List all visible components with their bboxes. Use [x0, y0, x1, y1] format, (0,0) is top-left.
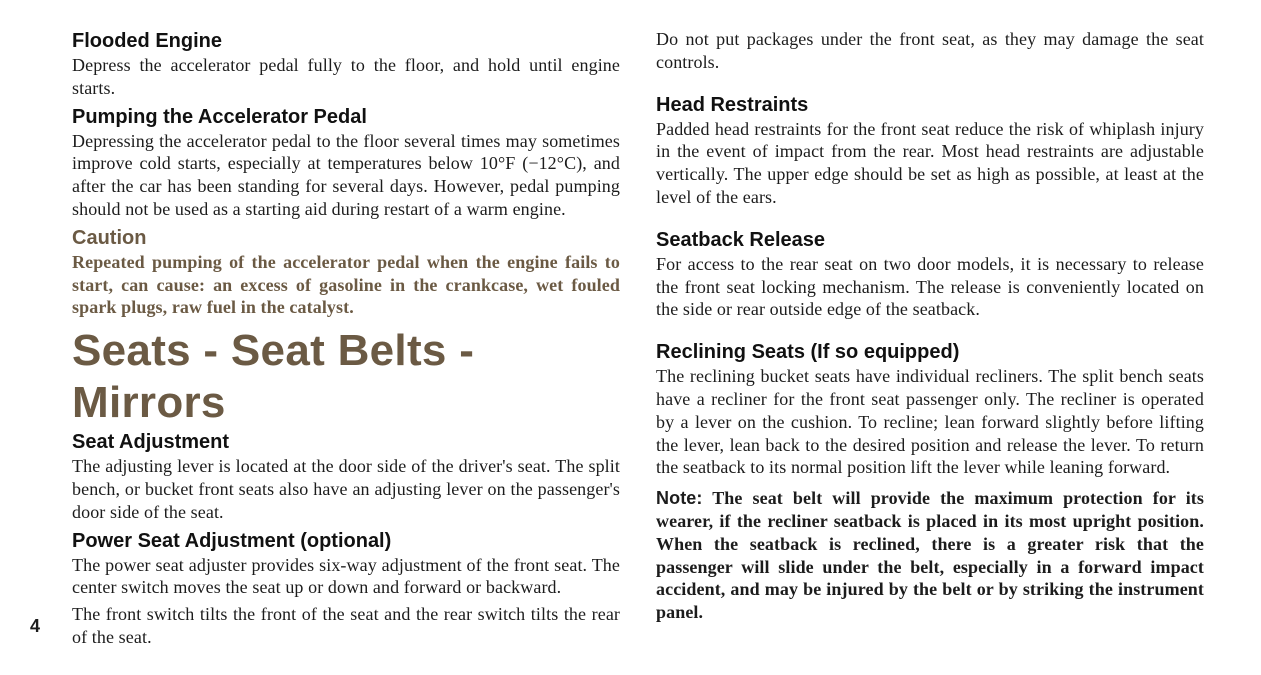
note-block [656, 487, 1204, 624]
note-text: The seat belt will provide the maximum protection for its wearer, if the recliner seatback is placed in its most upright position. When the seatback is reclined, there is a greater risk that the passenger will slide under the belt, especially in a forward impact accident, and may be injured by the belt or by striking the instrument panel. [656, 488, 1204, 623]
note-label: Note: [656, 488, 703, 509]
caution-text: Repeated pumping of the accelerator pedal when the engine fails to start, can cause: an excess of gasoline in the crankcase, wet fouled spark plugs, raw fuel in the catalyst. [72, 251, 620, 318]
pumping-heading: Pumping the Accelerator Pedal [72, 105, 367, 128]
seatback-release-text: For access to the rear seat on two door models, it is necessary to release the front seat locking mechanism. The release is conveniently located on the side or rear outside edge of the seatback. [656, 253, 1204, 320]
reclining-seats-text: The reclining bucket seats have individual recliners. The split bench seats have a recliner for the front seat passenger only. The recliner is operated by a lever on the cushion. To recline; lean forward slightly before lifting the lever, lean back to the desired position and release the lever. To return the seatback to its normal position lift the lever while leaning forward. [656, 366, 1204, 478]
power-seat-heading: Power Seat Adjustment (optional) [72, 529, 392, 552]
right-column [656, 28, 1204, 624]
head-restraints-heading: Head Restraints [656, 93, 809, 116]
head-restraints-text: Padded head restraints for the front seat reduce the risk of whiplash injury in the event of impact from the rear. Most head restraints are adjustable vertically. The upper edge should be set as high as possible, at least at the level of the ears. [656, 118, 1204, 207]
power-seat-text-2: The front switch tilts the front of the seat and the rear switch tilts the rear of the seat. [72, 604, 620, 647]
intro-text: Do not put packages under the front seat, as they may damage the seat controls. [656, 29, 1204, 72]
left-column [72, 28, 620, 649]
seatback-release-heading: Seatback Release [656, 228, 826, 251]
power-seat-text: The power seat adjuster provides six-way adjustment of the front seat. The center switch moves the seat up or down and forward or backward. [72, 554, 620, 598]
section-title: Seats - Seat Belts - Mirrors [72, 326, 475, 428]
reclining-seats-heading: Reclining Seats (If so equipped) [656, 341, 960, 364]
caution-heading: Caution [72, 226, 147, 249]
flooded-engine-heading: Flooded Engine [72, 30, 222, 52]
page-number: 4 [30, 616, 41, 636]
seat-adjustment-heading: Seat Adjustment [72, 431, 230, 454]
flooded-engine-text: Depress the accelerator pedal fully to the floor, and hold until engine starts. [72, 55, 620, 98]
seat-adjustment-text: The adjusting lever is located at the door side of the driver's seat. The split bench, or bucket front seats also have an adjusting lever on the passenger's door side of the seat. [72, 456, 620, 522]
pumping-text: Depressing the accelerator pedal to the floor several times may sometimes improve cold starts, especially at temperatures below 10°F (−12°C), and after the car has been standing for several days. However, pedal pumping should not be used as a starting aid during restart of a warm engine. [72, 130, 620, 219]
